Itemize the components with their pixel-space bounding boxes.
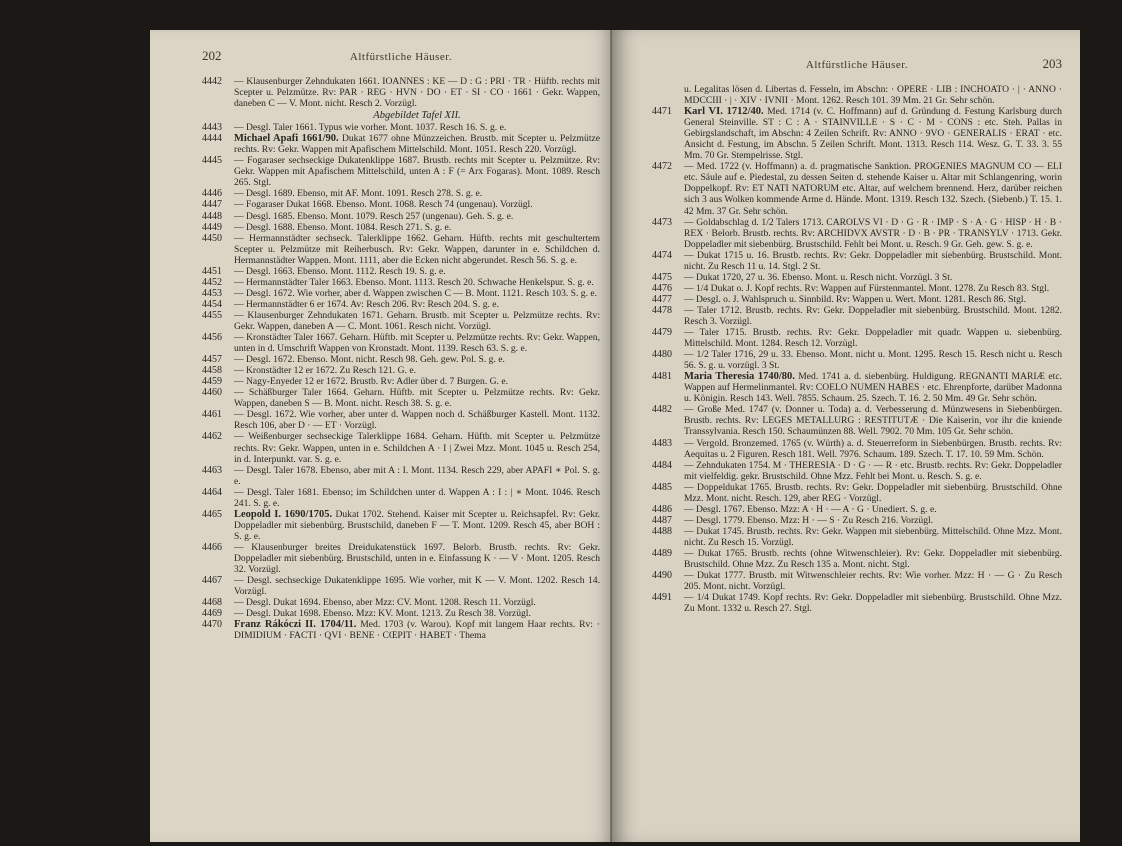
lot-number: 4448 xyxy=(202,210,222,222)
lot-text: — Kronstädter 12 er 1672. Zu Resch 121. G. e. xyxy=(234,365,416,377)
lot-text: — Taler 1715. Brustb. rechts. Rv: Gekr. Doppeladler mit quadr. Wappen u. siebenbürg. Mittelschild. Mont. 1284. Resch 12. Vorzügl. xyxy=(684,327,1062,350)
lot-description xyxy=(234,465,600,487)
catalog-entry xyxy=(202,509,600,542)
lot-text: Dukat 1677 ohne Münzzeichen. Brustb. mit Scepter u. Pelzmütze rechts. Rv: Gekr. Wappen mit Apafischem Mittelschild. Mont. 1051. Resch 220. Vorzügl. xyxy=(234,133,600,156)
catalog-entry xyxy=(202,233,600,266)
lot-number: 4451 xyxy=(202,265,222,277)
lot-description xyxy=(684,106,1062,161)
lot-text: — Dukat 1720, 27 u. 36. Ebenso. Mont. u. Resch nicht. Vorzügl. 3 St. xyxy=(684,271,953,283)
ruler-name: Maria Theresia 1740/80. xyxy=(684,371,795,383)
right-entry-list xyxy=(652,84,1062,614)
plate-reference: Abgebildet Tafel XII. xyxy=(373,110,461,122)
lot-text: — Desgl. Dukat 1694. Ebenso, aber Mzz: CV. Mont. 1208. Resch 11. Vorzügl. xyxy=(234,597,536,609)
lot-description xyxy=(234,354,600,365)
lot-text: — Desgl. Taler 1661. Typus wie vorher. Mont. 1037. Resch 16. S. g. e. xyxy=(234,122,507,134)
lot-text: — Taler 1712. Brustb. rechts. Rv: Gekr. Doppeladler mit siebenbürg. Brustschild. Mont. 1282. Resch 3. Vorzügl. xyxy=(684,304,1062,327)
lot-description xyxy=(234,299,600,310)
lot-number: 4479 xyxy=(652,327,672,339)
lot-description xyxy=(234,310,600,332)
catalog-entry xyxy=(652,460,1062,482)
left-entry-list xyxy=(202,76,600,641)
lot-description xyxy=(234,188,600,199)
lot-number: 4443 xyxy=(202,122,222,134)
lot-text: — Desgl. 1779. Ebenso. Mzz: H · — S · Zu Resch 216. Vorzügl. xyxy=(684,514,934,526)
lot-description xyxy=(234,509,600,542)
lot-text: — Klausenburger breites Dreidukatenstück 1697. Belorb. Brustb. rechts. Rv: Gekr. Doppeladler mit siebenbürg. Brustschild, unten in e. Einfassung K · — V · Mont. 1205. Resch 32. Vorzügl. xyxy=(234,541,600,576)
lot-number: 4478 xyxy=(652,304,672,316)
catalog-entry xyxy=(202,109,600,122)
catalog-entry xyxy=(202,597,600,608)
catalog-entry xyxy=(202,431,600,464)
catalog-entry xyxy=(652,305,1062,327)
lot-description xyxy=(234,76,600,109)
lot-description xyxy=(234,376,600,387)
catalog-entry xyxy=(202,542,600,575)
lot-description xyxy=(684,592,1062,614)
lot-text: — Med. 1722 (v. Hoffmann) a. d. pragmatische Sanktion. PROGENIES MAGNUM CO — ELI etc. Säule auf e. Piedestal, zu dessen Seiten d. stehende Kaiser u. Altar mit Schlangenring, worin Doppelkopf. Rv: ET NATI NATORUM etc. Altar, auf welchem brennend. Herz, darüber reichen sich 3 aus Wolken kommende Arme d. Hände. Mont. 1319. Resch 132. Szech. (Siebenb.) T. 15. 1. 42 Mm. 37 Gr. Sehr schön. xyxy=(684,161,1062,217)
catalog-entry xyxy=(202,354,600,365)
lot-number: 4465 xyxy=(202,508,222,520)
lot-number: 4444 xyxy=(202,133,222,145)
lot-number: 4467 xyxy=(202,575,222,587)
lot-text: — Vergold. Bronzemed. 1765 (v. Würth) a. d. Steuerreform in Siebenbürgen. Brustb. rechts. Rv: Aequitas u. 2 Figuren. Resch 181. Well. 7976. Schaum. 189. Szech. T. 17. 10. 59 Mm. Schön. xyxy=(684,437,1062,460)
lot-number: 4450 xyxy=(202,232,222,244)
ruler-name: Karl VI. 1712/40. xyxy=(684,106,764,118)
lot-description xyxy=(684,283,1062,294)
lot-number: 4455 xyxy=(202,309,222,321)
catalog-entry xyxy=(202,409,600,431)
lot-number: 4491 xyxy=(652,592,672,604)
lot-text: — Desgl. Taler 1678. Ebenso, aber mit A : I. Mont. 1134. Resch 229, aber APAFI ∗ Pol. S. g. e. xyxy=(234,464,600,487)
lot-description xyxy=(234,431,600,464)
lot-number xyxy=(652,84,684,106)
lot-number: 4484 xyxy=(652,459,672,471)
lot-text: — Fogaraser Dukat 1668. Ebenso. Mont. 1068. Resch 74 (ungenau). Vorzügl. xyxy=(234,199,533,211)
lot-text: — Dukat 1715 u. 16. Brustb. rechts. Rv: Gekr. Doppeladler mit siebenbürg. Brustschild. Mont. nicht. Zu Resch 11 u. 14. Stgl. 2 St. xyxy=(684,249,1062,272)
lot-description xyxy=(684,526,1062,548)
book-spread xyxy=(150,30,1080,842)
lot-text: — Desgl. 1672. Ebenso. Mont. nicht. Resch 98. Geh. gew. Pol. S. g. e. xyxy=(234,354,505,366)
lot-text: — Weißenburger sechseckige Talerklippe 1684. Geharn. Hüftb. mit Scepter u. Pelzmütze rechts. Rv: Gekr. Wappen, unten in e. Schildchen A · I | Zwei Mzz. Mont. 1045 u. Resch 254, in d. Interpunkt. var. S. g. e. xyxy=(234,431,600,465)
catalog-entry xyxy=(652,570,1062,592)
lot-number: 4469 xyxy=(202,608,222,620)
catalog-entry xyxy=(652,526,1062,548)
lot-text: — Desgl. Dukat 1698. Ebenso. Mzz: KV. Mont. 1213. Zu Resch 38. Vorzügl. xyxy=(234,608,531,620)
catalog-entry xyxy=(202,211,600,222)
lot-description xyxy=(234,155,600,188)
lot-number: 4456 xyxy=(202,332,222,344)
lot-text: u. Legalitas lösen d. Libertas d. Fesseln, im Abschn: · OPERE · LIB : INCHOATO · | · ANNO · MDCCIII · | · XIV · IVNII · Mont. 1262. Resch 101. 39 Mm. 21 Gr. Sehr schön. xyxy=(684,84,1062,107)
lot-number: 4488 xyxy=(652,525,672,537)
catalog-entry xyxy=(652,482,1062,504)
lot-number: 4462 xyxy=(202,431,222,443)
lot-description xyxy=(234,266,600,277)
catalog-entry xyxy=(652,327,1062,349)
lot-description xyxy=(234,211,600,222)
lot-number: 4489 xyxy=(652,547,672,559)
lot-text: — Doppeldukat 1765. Brustb. rechts. Rv: Gekr. Doppeladler mit siebenbürg. Brustschild. Ohne Mzz. Mont. nicht. Resch. 129, aber REG · Vorzügl. xyxy=(684,481,1062,504)
lot-text: — Klausenburger Zehndukaten 1661. IOANNES : KE — D : G : PRI · TR · Hüftb. rechts mit Scepter u. Pelzmütze. Rv: PAR · REG · HVN · DO · ET · SI · CO · 1661 · Gekr. Wappen, daneben C — V. Mont. nicht. Resch 2. Vorzügl. xyxy=(234,76,600,110)
catalog-entry xyxy=(652,504,1062,515)
catalog-entry xyxy=(202,387,600,409)
lot-text: — Desgl. 1672. Wie vorher, aber d. Wappen zwischen C — B. Mont. 1121. Resch 103. S. g. e. xyxy=(234,287,598,299)
catalog-entry xyxy=(202,199,600,210)
lot-text: — Desgl. 1689. Ebenso, mit AF. Mont. 1091. Resch 278. S. g. e. xyxy=(234,188,483,200)
lot-number: 4447 xyxy=(202,199,222,211)
lot-description xyxy=(234,233,600,266)
lot-description xyxy=(234,365,600,376)
lot-number: 4468 xyxy=(202,597,222,609)
lot-text: Dukat 1702. Stehend. Kaiser mit Scepter u. Reichsapfel. Rv: Gekr. Doppeladler mit siebenbürg. Brustschild, daneben F — T. Mont. 1209. Resch 45, aber BOH : S. g. e. xyxy=(234,508,601,542)
lot-number: 4483 xyxy=(652,437,672,449)
catalog-entry xyxy=(652,371,1062,404)
lot-text: — Desgl. 1672. Wie vorher, aber unter d. Wappen noch d. Schäßburger Kastell. Mont. 1132. Resch 106, aber D · — ET · Vorzügl. xyxy=(234,409,600,432)
catalog-entry xyxy=(202,365,600,376)
lot-description xyxy=(684,272,1062,283)
catalog-entry xyxy=(202,487,600,509)
right-running-title: Altfürstliche Häuser. xyxy=(805,59,909,71)
lot-number: 4485 xyxy=(652,481,672,493)
lot-description xyxy=(234,542,600,575)
lot-text: — Desgl. 1688. Ebenso. Mont. 1084. Resch 271. S. g. e. xyxy=(234,221,452,233)
catalog-entry xyxy=(652,106,1062,161)
ruler-name: Leopold I. 1690/1705. xyxy=(234,508,333,520)
lot-number: 4459 xyxy=(202,376,222,388)
lot-number: 4474 xyxy=(652,249,672,261)
catalog-entry xyxy=(202,465,600,487)
lot-description xyxy=(234,222,600,233)
catalog-entry xyxy=(202,619,600,641)
lot-description xyxy=(234,288,600,299)
catalog-entry xyxy=(652,84,1062,106)
catalog-entry xyxy=(652,438,1062,460)
lot-number: 4442 xyxy=(202,76,222,87)
catalog-entry xyxy=(652,161,1062,216)
lot-text: — 1/4 Dukat 1749. Kopf rechts. Rv: Gekr. Doppeladler mit siebenbürg. Brustschild. Ohne Mzz. Zu Mont. 1332 u. Resch 27. Stgl. xyxy=(684,592,1062,615)
lot-description xyxy=(234,332,600,354)
lot-text: — Zehndukaten 1754. M · THERESIA · D · G · — R · etc. Brustb. rechts. Rv: Gekr. Doppeladler mit vielfeldig. gekr. Brustschild. Ohne Mzz. Fehlt bei Mont. u. Resch. S. g. e. xyxy=(684,459,1062,482)
lot-text: — Kronstädter Taler 1667. Geharn. Hüftb. mit Scepter u. Pelzmütze rechts. Rv: Gekr. Wappen, unten in d. Umschrift Wappen von Kronstadt. Mont. 1139. Resch 63. S. g. e. xyxy=(234,332,600,355)
lot-text: — Hermannstädter Taler 1663. Ebenso. Mont. 1113. Resch 20. Schwache Henkelspur. S. g. e. xyxy=(234,276,594,288)
lot-text: — Dukat 1745. Brustb. rechts. Rv: Gekr. Wappen mit siebenbürg. Mittelschild. Ohne Mzz. Mont. nicht. Zu Resch 15. Vorzügl. xyxy=(684,525,1062,548)
lot-description xyxy=(234,133,600,155)
lot-text: — Fogaraser sechseckige Dukatenklippe 1687. Brustb. rechts mit Scepter u. Pelzmütze. Rv: Gekr. Wappen mit Apafischem Mittelschild, unten A : F (= Arx Fogaras). Mont. 1089. Resch 265. Stgl. xyxy=(234,155,600,189)
lot-number: 4460 xyxy=(202,387,222,399)
lot-number: 4486 xyxy=(652,503,672,515)
lot-number: 4449 xyxy=(202,221,222,233)
lot-number: 4487 xyxy=(652,514,672,526)
lot-number: 4454 xyxy=(202,298,222,310)
lot-number: 4470 xyxy=(202,619,222,631)
catalog-entry xyxy=(202,133,600,155)
lot-description xyxy=(684,404,1062,437)
lot-description xyxy=(684,460,1062,482)
lot-description xyxy=(684,482,1062,504)
catalog-entry xyxy=(652,548,1062,570)
catalog-entry xyxy=(652,294,1062,305)
lot-description xyxy=(684,161,1062,216)
right-page-number: 203 xyxy=(1042,56,1062,71)
left-running-head xyxy=(202,48,600,64)
lot-text: — Dukat 1777. Brustb. mit Witwenschleier rechts. Rv: Wie vorher. Mzz: H · — G · Zu Resch 205. Mont. nicht. Vorzügl. xyxy=(684,570,1062,593)
lot-number: 4446 xyxy=(202,188,222,200)
lot-description xyxy=(684,84,1062,106)
lot-description xyxy=(234,122,600,133)
lot-text: — 1/2 Taler 1716, 29 u. 33. Ebenso. Mont. nicht u. Mont. 1295. Resch 15. Resch nicht u. Resch 56. S. g. u. vorzügl. 3 St. xyxy=(684,349,1062,372)
lot-number: 4482 xyxy=(652,404,672,416)
lot-text: — 1/4 Dukat o. J. Kopf rechts. Rv: Wappen auf Fürstenmantel. Mont. 1278. Zu Resch 83. Stgl. xyxy=(684,282,1050,294)
left-page-number: 202 xyxy=(202,48,222,63)
lot-description xyxy=(234,608,600,619)
lot-text: — Hermannstädter 6 er 1674. Av: Resch 206. Rv: Resch 204. S. g. e. xyxy=(234,298,499,310)
lot-number: 4472 xyxy=(652,161,672,173)
catalog-entry xyxy=(202,266,600,277)
lot-description xyxy=(234,387,600,409)
lot-number: 4466 xyxy=(202,541,222,553)
lot-number: 4476 xyxy=(652,282,672,294)
lot-text: — Desgl. 1663. Ebenso. Mont. 1112. Resch 19. S. g. e. xyxy=(234,265,446,277)
catalog-entry xyxy=(202,299,600,310)
lot-number: 4445 xyxy=(202,155,222,167)
lot-text: — Große Med. 1747 (v. Donner u. Toda) a. d. Verbesserung d. Münzwesens in Siebenbürgen. Brustb. rechts. Rv: LEGES METALLURG : RESTITUTÆ · Die Kaiserin, vor ihr die kniende Transsylvania. Resch 150. Schaumünzen 88. Well. 7902. 70 Mm. 105 Gr. Sehr schön. xyxy=(684,404,1062,438)
lot-description xyxy=(234,277,600,288)
lot-text: — Schäßburger Taler 1664. Geharn. Hüftb. mit Scepter u. Pelzmütze rechts. Rv: Gekr. Wappen, daneben S — B. Mont. nicht. Resch 38. S. g. e. xyxy=(234,387,600,410)
lot-number: 4490 xyxy=(652,570,672,582)
lot-text: — Nagy-Enyeder 12 er 1672. Brustb. Rv: Adler über d. 7 Burgen. G. e. xyxy=(234,376,508,388)
lot-number: 4463 xyxy=(202,464,222,476)
lot-text: — Dukat 1765. Brustb. rechts (ohne Witwenschleier). Rv: Gekr. Doppeladler mit siebenbürg. Brustschild. Ohne Mzz. Zu Resch 135 a. Mont. nicht. Stgl. xyxy=(684,547,1062,571)
lot-number: 4452 xyxy=(202,276,222,288)
right-running-head xyxy=(652,56,1062,72)
lot-number: 4473 xyxy=(652,216,672,228)
catalog-entry xyxy=(202,608,600,619)
catalog-entry xyxy=(202,310,600,332)
catalog-entry xyxy=(202,277,600,288)
catalog-entry xyxy=(652,250,1062,272)
lot-number: 4471 xyxy=(652,106,672,118)
lot-description xyxy=(684,371,1062,404)
lot-text: — Desgl. sechseckige Dukatenklippe 1695. Wie vorher, mit K — V. Mont. 1202. Resch 14. Vorzügl. xyxy=(234,575,600,598)
lot-description xyxy=(234,487,600,509)
catalog-entry xyxy=(202,288,600,299)
catalog-entry xyxy=(202,155,600,188)
catalog-entry xyxy=(202,122,600,133)
lot-description xyxy=(684,327,1062,349)
lot-description xyxy=(684,294,1062,305)
catalog-entry xyxy=(202,332,600,354)
catalog-entry xyxy=(652,217,1062,250)
lot-number: 4457 xyxy=(202,354,222,366)
lot-text: — Desgl. 1767. Ebenso. Mzz: A · H · — A · G · Unediert. S. g. e. xyxy=(684,503,937,515)
lot-text: — Desgl. o. J. Wahlspruch u. Sinnbild. Rv: Wappen u. Wert. Mont. 1281. Resch 86. Stgl. xyxy=(684,293,1026,305)
lot-text: Med. 1703 (v. Warou). Kopf mit langem Haar rechts. Rv: · DIMIDIUM · FACTI · QVI · BENE · CŒPIT · HABET · Thema xyxy=(234,619,600,642)
catalog-entry xyxy=(652,404,1062,437)
lot-text: — Desgl. Taler 1681. Ebenso; im Schildchen unter d. Wappen A : I : | ∗ Mont. 1046. Resch 241. S. g. e. xyxy=(234,486,600,509)
catalog-entry xyxy=(652,349,1062,371)
lot-text: — Goldabschlag d. 1/2 Talers 1713. CAROLVS VI · D · G · R · IMP · S · A · G · HISP · H · B · REX · Belorb. Brustb. rechts. Rv: ARCHIDVX AVSTR · D · B · PR · TRANSYLV · 1713. Gekr. Doppeladler mit siebenbürg. Brustschild. Fehlt bei Mont. u. Resch. 9 Gr. Geh. gew. S. g. e. xyxy=(684,216,1062,250)
catalog-entry xyxy=(652,515,1062,526)
lot-description xyxy=(684,349,1062,371)
left-page xyxy=(150,30,612,842)
lot-number: 4461 xyxy=(202,409,222,421)
lot-description xyxy=(684,438,1062,460)
lot-description xyxy=(234,575,600,597)
lot-description xyxy=(684,305,1062,327)
lot-description xyxy=(234,619,600,641)
lot-number: 4453 xyxy=(202,287,222,299)
catalog-entry xyxy=(202,188,600,199)
lot-number: 4481 xyxy=(652,371,672,383)
lot-description xyxy=(684,217,1062,250)
lot-number: 4475 xyxy=(652,271,672,283)
ruler-name: Michael Apafi 1661/90. xyxy=(234,133,339,145)
lot-text: — Hermannstädter sechseck. Talerklippe 1662. Geharn. Hüftb. rechts mit geschultertem Scepter u. Pelzmütze mit Reiherbusch. Rv: Gekr. Wappen, darunter in e. Schildchen d. Hermannstädter Wappen. Mont. 1111, aber die Ecken nicht abgerundet. Resch 56. S. g. e. xyxy=(234,232,600,266)
lot-description xyxy=(234,199,600,210)
lot-description xyxy=(684,570,1062,592)
lot-number: 4458 xyxy=(202,365,222,377)
lot-number: 4464 xyxy=(202,486,222,498)
right-page xyxy=(612,30,1080,842)
catalog-entry xyxy=(202,376,600,387)
lot-text: Med. 1741 a. d. siebenbürg. Huldigung. REGNANTI MARIÆ etc. Wappen auf Hermelinmantel. Rv: COELO NUMEN HABES · etc. Ehrenpforte, darüber Madonna u. Königin. Resch 143. Well. 7855. Schaum. 25. Szech. T. 16. 2. 50 Mm. 49 Gr. Sehr schön. xyxy=(684,371,1063,405)
catalog-entry xyxy=(652,283,1062,294)
catalog-entry xyxy=(652,592,1062,614)
lot-description xyxy=(684,250,1062,272)
lot-description xyxy=(234,409,600,431)
catalog-entry xyxy=(202,575,600,597)
lot-text: — Klausenburger Zehndukaten 1671. Geharn. Brustb. mit Scepter u. Pelzmütze rechts. Rv: Gekr. Wappen, daneben A — C. Mont. 1061. Resch nicht. Vorzügl. xyxy=(234,309,600,332)
lot-text: Med. 1714 (v. C. Hoffmann) auf d. Gründung d. Festung Karlsburg durch General Steinville. ST : C : A · STAINVILLE · S · C · M · CONS : etc. Steh. Pallas in Gebirgslandschaft, im Abschn: 4 Zeilen Schrift. Rv: ANNO · 9VO · GENERALIS · ERAT · etc. Ansicht d. Festung, im Abschn. 5 Zeilen Schrift. Mont. 1313. Resch 114. Wesz. G. T. 33. 3. 55 Mm. 70 Gr. Stempelrisse. Stgl. xyxy=(684,106,1062,162)
ruler-name: Franz Rákóczi II. 1704/11. xyxy=(234,619,357,631)
catalog-entry xyxy=(202,222,600,233)
catalog-entry xyxy=(202,76,600,109)
lot-description xyxy=(684,548,1062,570)
lot-description xyxy=(234,597,600,608)
lot-text: — Desgl. 1685. Ebenso. Mont. 1079. Resch 257 (ungenau). Geh. S. g. e. xyxy=(234,210,514,222)
lot-number: 4477 xyxy=(652,293,672,305)
lot-description xyxy=(684,504,1062,515)
left-running-title: Altfürstliche Häuser. xyxy=(349,51,453,63)
lot-description xyxy=(684,515,1062,526)
catalog-entry xyxy=(652,272,1062,283)
lot-number: 4480 xyxy=(652,349,672,361)
